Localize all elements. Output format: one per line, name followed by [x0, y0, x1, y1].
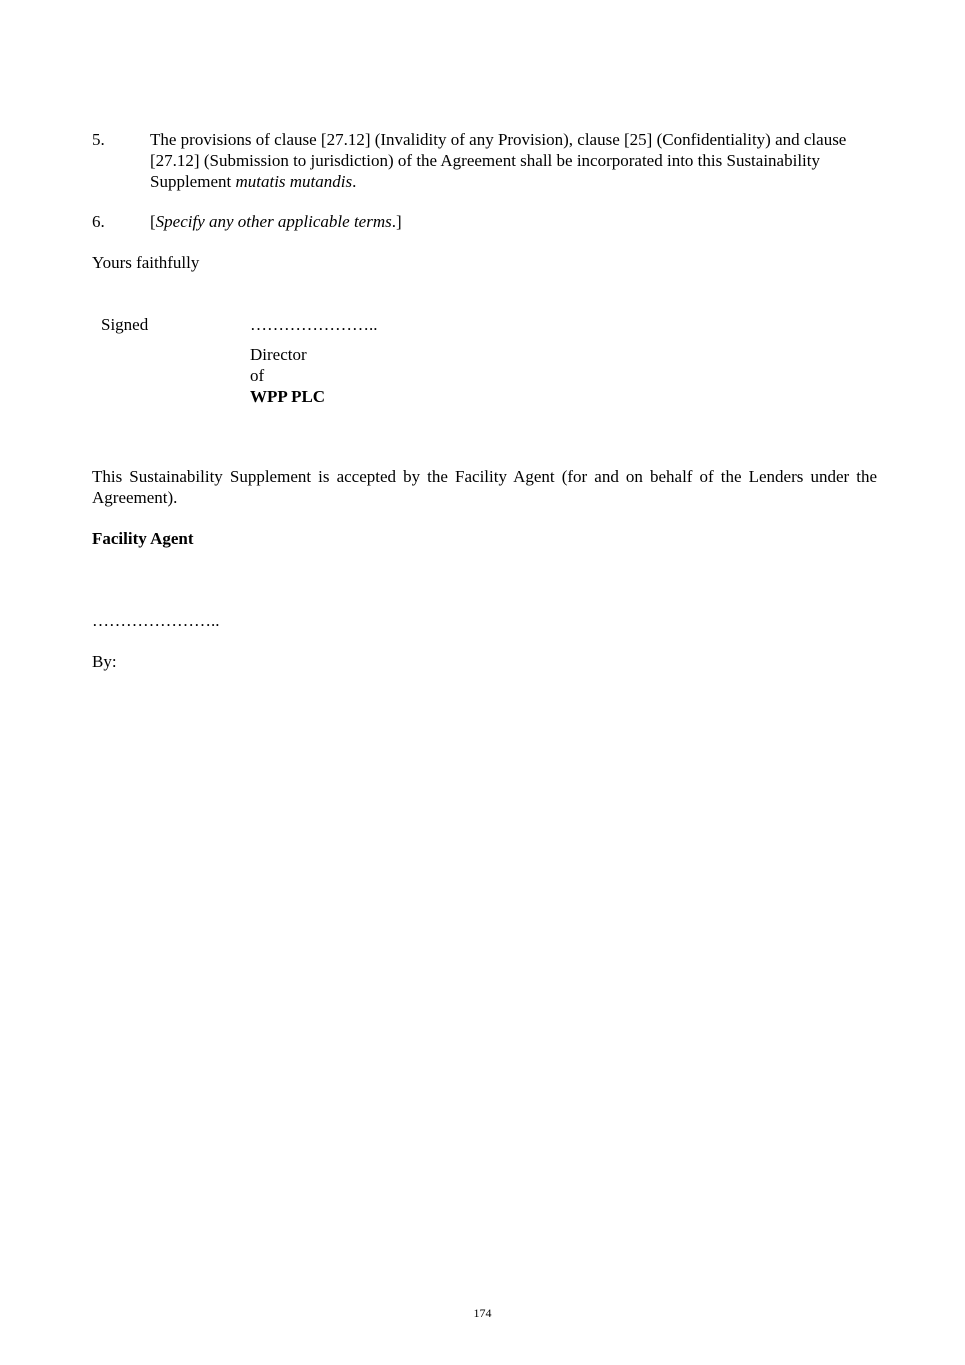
acceptance-statement: This Sustainability Supplement is accepted by the Facility Agent (for and on behalf of the Lenders under the Agreement). [92, 467, 877, 507]
signatory-company: WPP PLC [250, 387, 326, 406]
signatory-of: of [250, 366, 265, 385]
clause-6 [92, 211, 892, 232]
clause-5 [92, 129, 892, 192]
agent-signature-line: ………………….. [92, 611, 220, 630]
closing-salutation: Yours faithfully [92, 253, 200, 272]
signed-label: Signed [101, 315, 149, 334]
signature-line: ………………….. [250, 315, 378, 334]
clause-text: The provisions of clause [27.12] (Invalidity of any Provision), clause [25] (Confidentiality) and clause [27.12] (Submission to jurisdiction) of the Agreement shall be incorporated into this Sustainability Supplement mutatis mutandis. [150, 130, 847, 191]
signatory-role: Director [250, 345, 307, 364]
agent-by-label: By: [92, 652, 117, 671]
clause-number: 5. [92, 130, 105, 149]
clause-number: 6. [92, 212, 105, 231]
facility-agent-heading: Facility Agent [92, 529, 194, 548]
clause-text: [Specify any other applicable terms.] [150, 212, 402, 231]
page-number: 174 [473, 1306, 492, 1320]
